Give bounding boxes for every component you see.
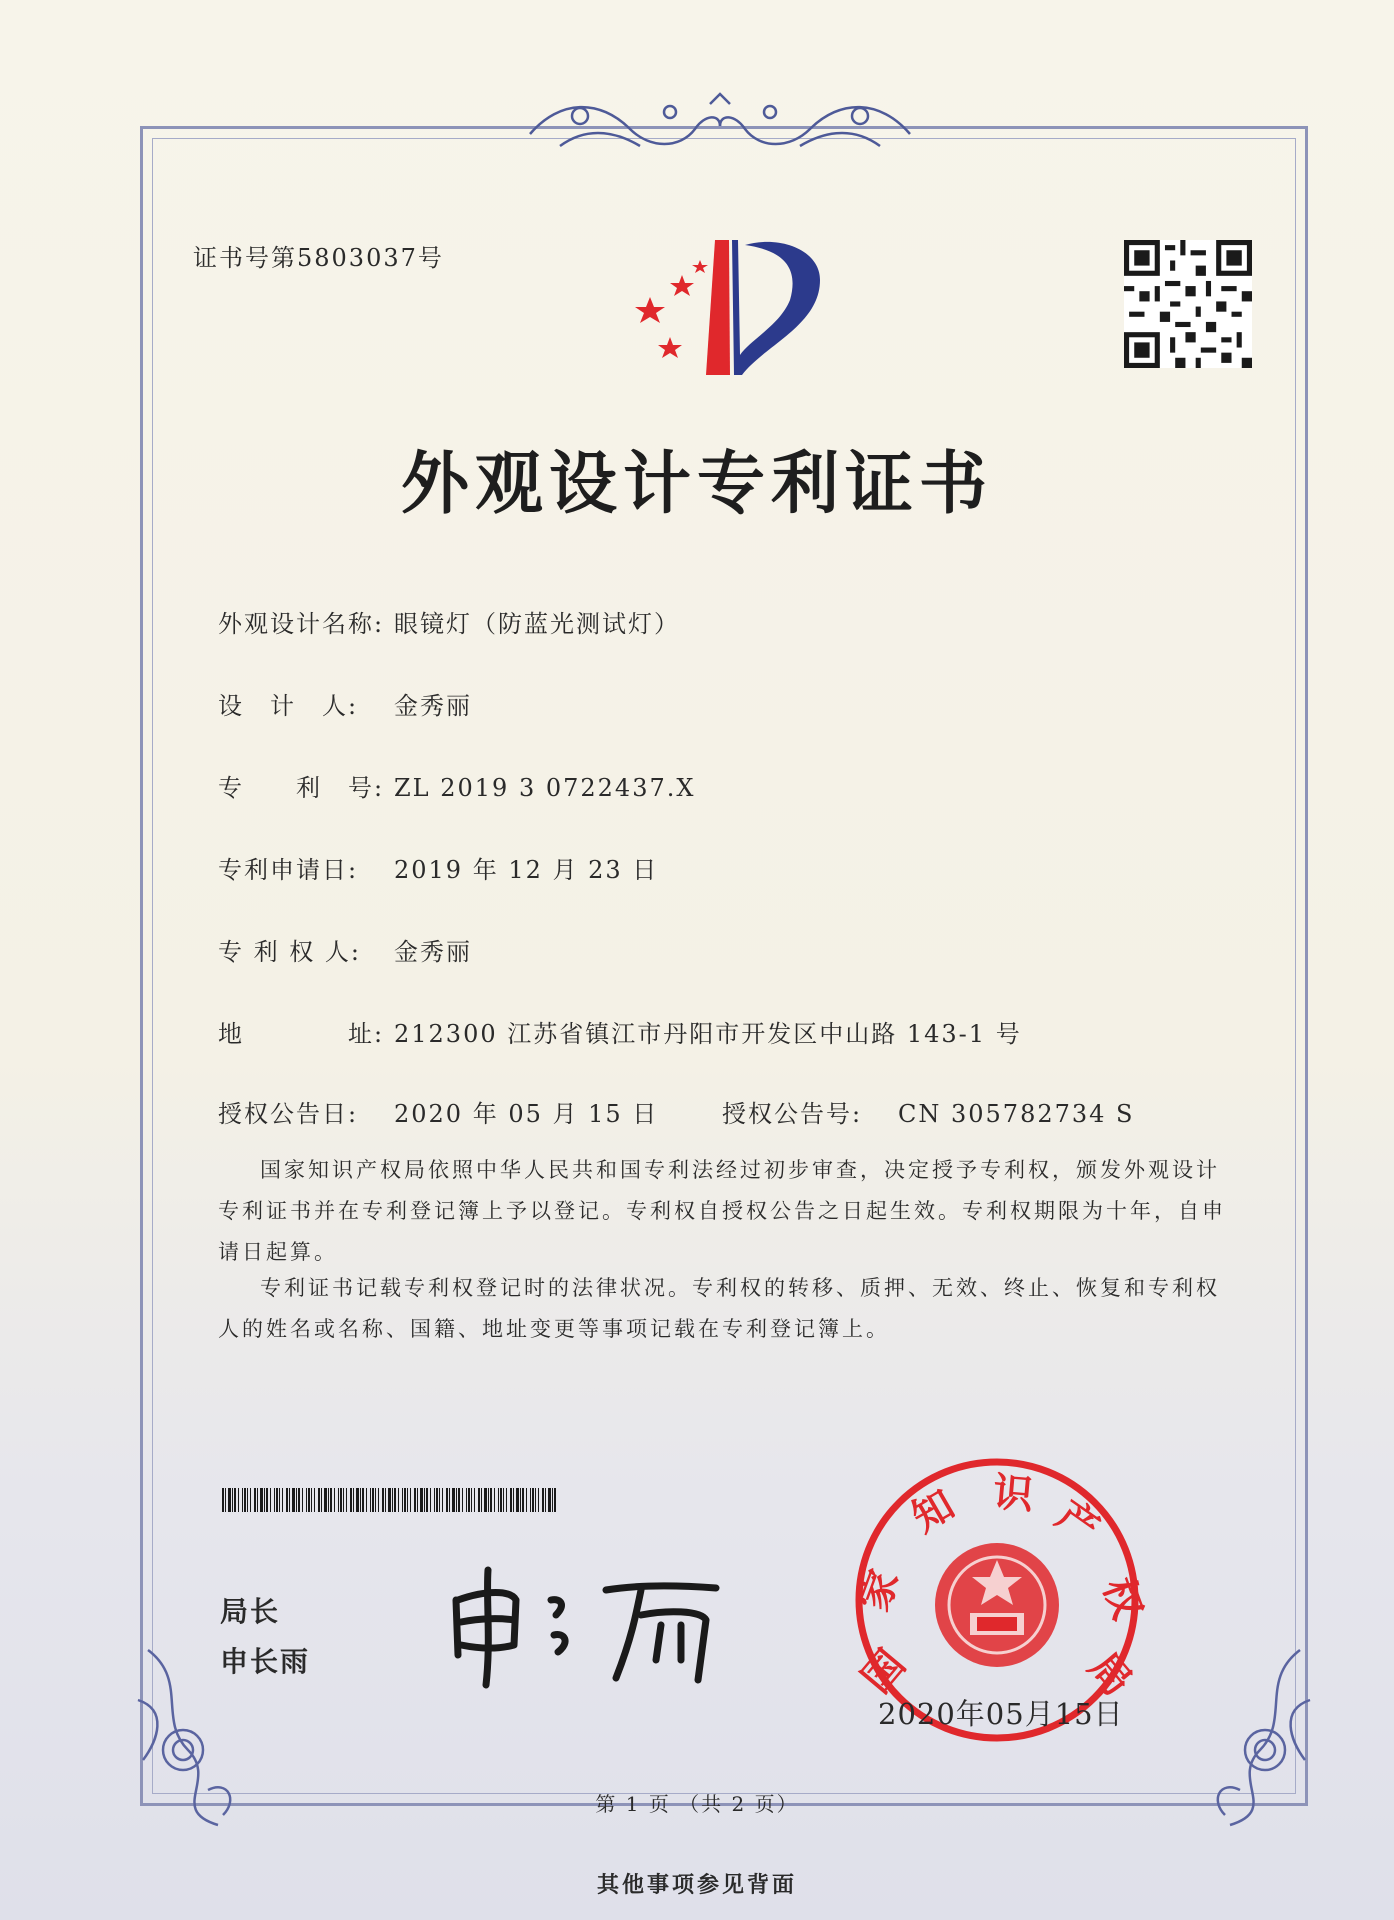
barcode-bar (488, 1488, 489, 1512)
barcode-bar (362, 1488, 364, 1512)
seal-char: 局 (1079, 1644, 1141, 1705)
field-value: 眼镜灯（防蓝光测试灯） (394, 610, 680, 638)
barcode-bar (378, 1488, 379, 1512)
barcode-bar (264, 1488, 265, 1512)
barcode-bar (404, 1488, 406, 1512)
barcode-bar (356, 1488, 359, 1512)
barcode-bar (503, 1488, 504, 1512)
barcode-bar (542, 1488, 544, 1512)
barcode-bar (334, 1488, 335, 1512)
director-name: 申长雨 (220, 1645, 311, 1678)
top-ornament (520, 94, 920, 160)
barcode-bar (274, 1488, 275, 1512)
barcode-bar (548, 1488, 551, 1512)
barcode-bar (225, 1488, 226, 1512)
seal-char: 国 (853, 1641, 915, 1702)
barcode-bar (286, 1488, 288, 1512)
barcode-bar (353, 1488, 354, 1512)
barcode-bar (321, 1488, 322, 1512)
field-label: 专利申请日: (218, 856, 359, 884)
barcode-bar (222, 1488, 224, 1512)
barcode-bar (471, 1488, 472, 1512)
barcode-bar (328, 1488, 329, 1512)
barcode-bar (375, 1488, 376, 1512)
barcode-bar (434, 1488, 435, 1512)
barcode-bar (289, 1488, 290, 1512)
barcode-bar (430, 1488, 431, 1512)
barcode-bar (382, 1488, 384, 1512)
barcode-bar (324, 1488, 327, 1512)
barcode-bar (242, 1488, 243, 1512)
barcode-bar (296, 1488, 297, 1512)
barcode-bar (244, 1488, 246, 1512)
barcode-bar (456, 1488, 457, 1512)
qr-code (1124, 240, 1252, 368)
field-grant-date (218, 1094, 658, 1129)
barcode-bar (506, 1488, 507, 1512)
barcode-bar (498, 1488, 499, 1512)
barcode-bar (388, 1488, 391, 1512)
barcode-bar (439, 1488, 440, 1512)
field-label: 专 利 号: (218, 774, 385, 802)
barcode-bar (414, 1488, 416, 1512)
field-label: 授权公告号: (722, 1100, 863, 1128)
seal-char: 权 (1093, 1571, 1151, 1626)
field-value: 金秀丽 (394, 692, 472, 720)
barcode-bar (257, 1488, 258, 1512)
barcode-bar (516, 1488, 519, 1512)
barcode-bar (343, 1488, 344, 1512)
field-label: 地 址: (218, 1020, 385, 1048)
field-address (218, 1014, 1022, 1049)
barcode-bar (318, 1488, 320, 1512)
field-design-name (218, 604, 680, 639)
seal-char: 知 (904, 1481, 963, 1542)
barcode-bar (370, 1488, 371, 1512)
field-label: 专 利 权 人: (218, 938, 361, 966)
field-label: 授权公告日: (218, 1100, 359, 1128)
barcode-bar (510, 1488, 512, 1512)
field-designer (218, 686, 472, 721)
barcode-bar (538, 1488, 539, 1512)
barcode-bar (360, 1488, 361, 1512)
barcode-bar (530, 1488, 531, 1512)
barcode-bar (526, 1488, 527, 1512)
field-value: 金秀丽 (394, 938, 472, 966)
barcode-bar (279, 1488, 280, 1512)
barcode-bar (545, 1488, 546, 1512)
field-label: 外观设计名称: (218, 610, 385, 638)
director-signature (436, 1560, 736, 1690)
barcode-bar (424, 1488, 425, 1512)
barcode-bar (238, 1488, 239, 1512)
barcode-bar (535, 1488, 536, 1512)
footer-note: 其他事项参见背面 (596, 1872, 797, 1898)
barcode-bar (228, 1488, 231, 1512)
barcode-bar (282, 1488, 283, 1512)
field-grant-number (722, 1094, 1135, 1129)
barcode-bar (484, 1488, 487, 1512)
barcode-bar (426, 1488, 428, 1512)
barcode-bar (234, 1488, 236, 1512)
barcode-bar (468, 1488, 470, 1512)
barcode-bar (458, 1488, 460, 1512)
barcode-bar (402, 1488, 403, 1512)
barcode-bar (500, 1488, 502, 1512)
barcode-bar (452, 1488, 455, 1512)
field-value: 2020 年 05 月 15 日 (394, 1100, 659, 1128)
barcode-bar (449, 1488, 450, 1512)
barcode-bar (311, 1488, 312, 1512)
barcode-bar (494, 1488, 495, 1512)
barcode-bar (366, 1488, 367, 1512)
barcode-bar (513, 1488, 514, 1512)
barcode-bar (446, 1488, 448, 1512)
barcode-bar (346, 1488, 347, 1512)
barcode-bar (260, 1488, 263, 1512)
barcode-bar (306, 1488, 307, 1512)
barcode-bar (292, 1488, 295, 1512)
barcode-bar (520, 1488, 521, 1512)
field-value: ZL 2019 3 0722437.X (394, 774, 696, 802)
seal-date: 2020年05月15日 (878, 1697, 1124, 1731)
barcode-bar (247, 1488, 248, 1512)
barcode-bar (298, 1488, 300, 1512)
patent-office-logo (620, 215, 830, 380)
barcode-bar (350, 1488, 352, 1512)
barcode-bar (270, 1488, 271, 1512)
field-value: 2019 年 12 月 23 日 (394, 856, 659, 884)
barcode-bar (420, 1488, 423, 1512)
barcode-bar (481, 1488, 482, 1512)
field-patentee (218, 932, 472, 967)
barcode-bar (385, 1488, 386, 1512)
notice-paragraph-2: 专利证书记载专利权登记时的法律状况。专利权的转移、质押、无效、终止、恢复和专利权人的姓名或名称、国籍、地址变更等事项记载在专利登记簿上。 (218, 1276, 1220, 1341)
barcode-bar (302, 1488, 303, 1512)
barcode-bar (462, 1488, 463, 1512)
director-title: 局长 (220, 1595, 281, 1628)
barcode-bar (338, 1488, 339, 1512)
barcode-bar (466, 1488, 467, 1512)
certificate-title: 外观设计专利证书 (400, 444, 993, 524)
barcode-bar (552, 1488, 553, 1512)
barcode (222, 1488, 557, 1512)
barcode-bar (250, 1488, 251, 1512)
barcode-bar (442, 1488, 443, 1512)
barcode-bar (314, 1488, 315, 1512)
barcode-bar (407, 1488, 408, 1512)
barcode-bar (392, 1488, 393, 1512)
barcode-bar (266, 1488, 268, 1512)
barcode-bar (522, 1488, 524, 1512)
field-application-date (218, 850, 658, 885)
barcode-bar (340, 1488, 342, 1512)
seal-char: 产 (1047, 1492, 1108, 1553)
certificate-number: 证书号第5803037号 (193, 244, 444, 272)
barcode-bar (232, 1488, 233, 1512)
barcode-bar (398, 1488, 399, 1512)
field-value: 212300 江苏省镇江市丹阳市开发区中山路 143-1 号 (394, 1020, 1022, 1048)
seal-char: 识 (991, 1469, 1036, 1519)
barcode-bar (254, 1488, 256, 1512)
barcode-bar (554, 1488, 556, 1512)
page-indicator: 第 1 页 （共 2 页） (595, 1792, 799, 1816)
barcode-bar (478, 1488, 480, 1512)
barcode-bar (532, 1488, 534, 1512)
barcode-bar (372, 1488, 374, 1512)
barcode-bar (490, 1488, 492, 1512)
barcode-bar (276, 1488, 278, 1512)
barcode-bar (394, 1488, 396, 1512)
barcode-bar (410, 1488, 411, 1512)
barcode-bar (436, 1488, 438, 1512)
field-patent-number (218, 768, 695, 803)
barcode-bar (417, 1488, 418, 1512)
barcode-bar (330, 1488, 332, 1512)
notice-paragraph-1: 国家知识产权局依照中华人民共和国专利法经过初步审查，决定授予专利权，颁发外观设计专利证书并在专利登记簿上予以登记。专利权自授权公告之日起生效。专利权期限为十年，自申请日起算。 (218, 1158, 1226, 1264)
field-value: CN 305782734 S (898, 1100, 1135, 1128)
field-label: 设 计 人: (218, 692, 359, 720)
barcode-bar (308, 1488, 310, 1512)
seal-char: 家 (851, 1563, 909, 1618)
barcode-bar (474, 1488, 475, 1512)
